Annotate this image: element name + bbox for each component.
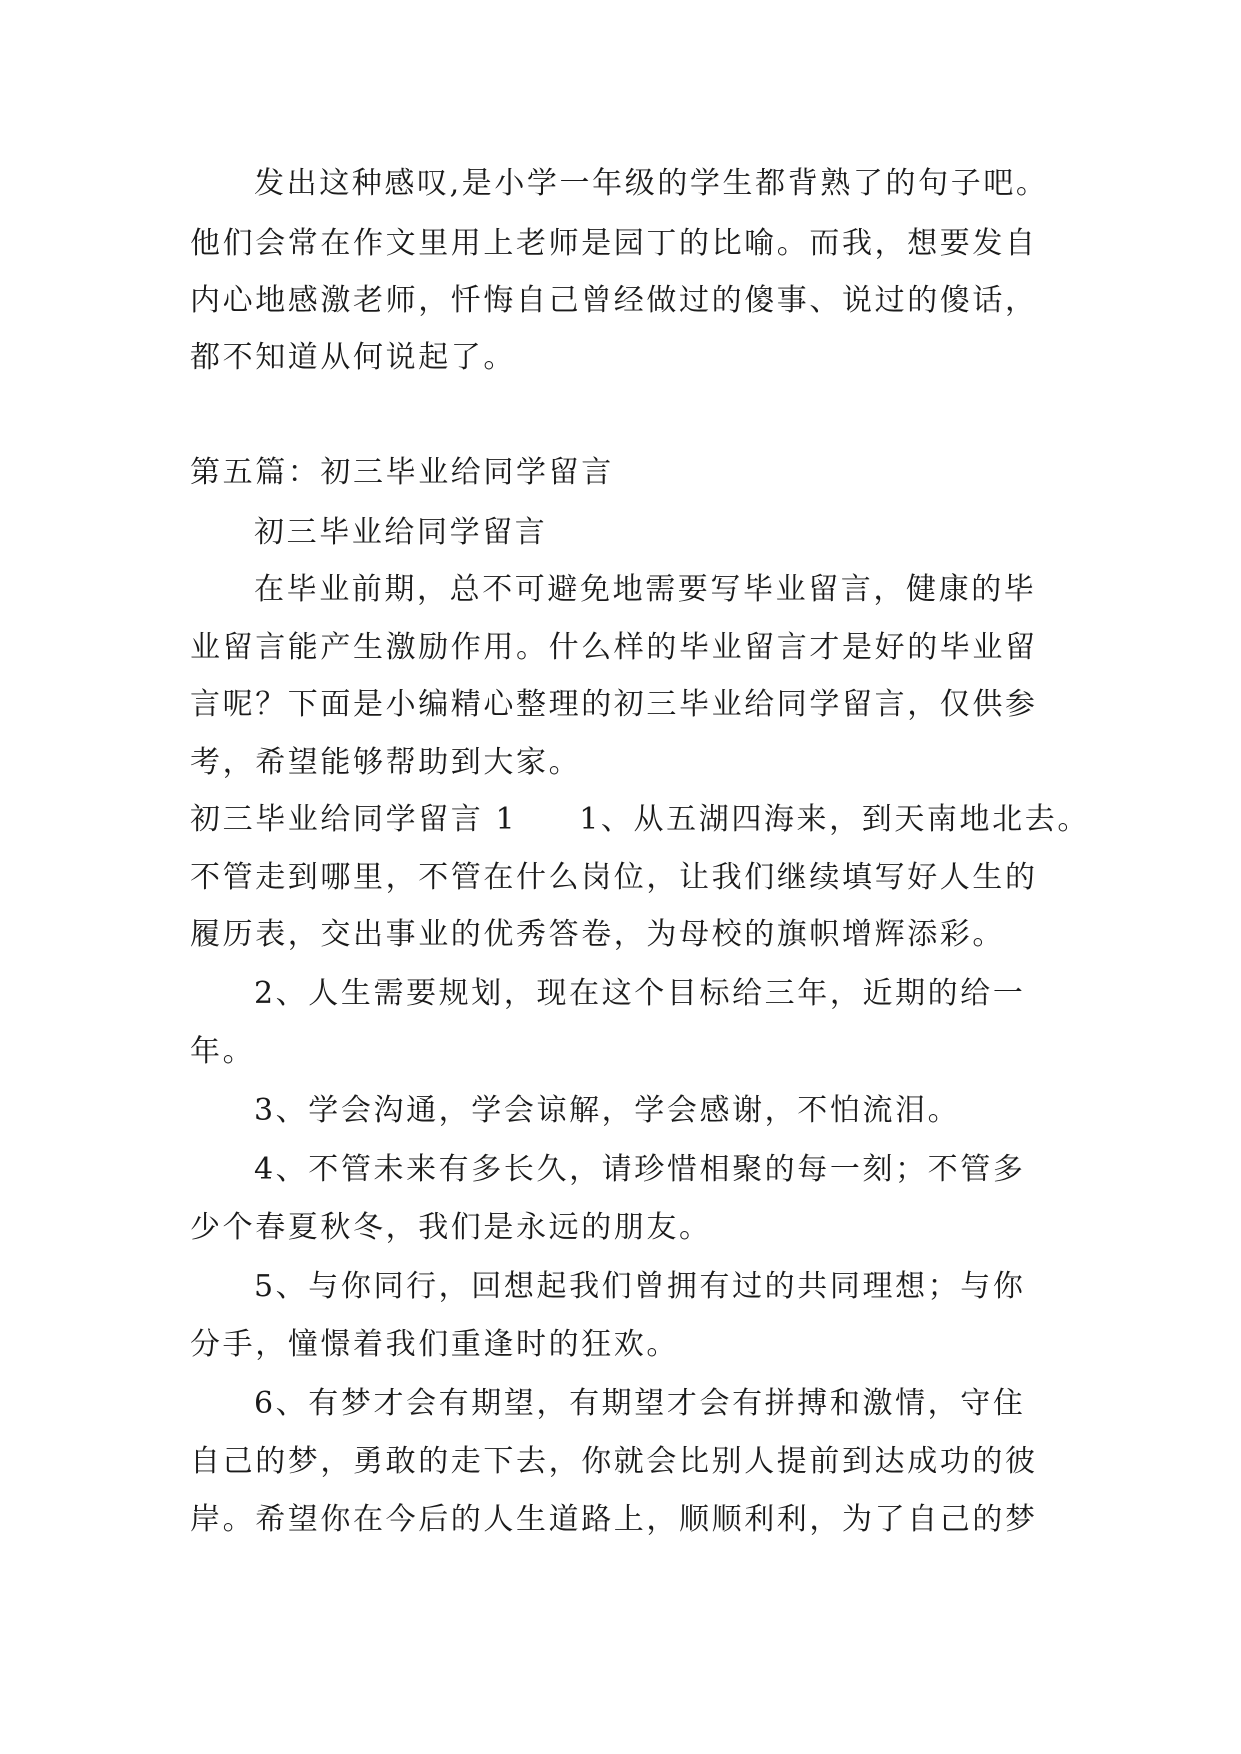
item-5-line-2: 分手，憧憬着我们重逢时的狂欢。 (190, 1327, 679, 1362)
item-4-line-2: 少个春夏秋冬，我们是永远的朋友。 (190, 1210, 712, 1245)
lead-line-2: 业留言能产生激励作用。什么样的毕业留言才是好的毕业留 (190, 630, 1038, 665)
item-1-line-3: 履历表，交出事业的优秀答卷，为母校的旗帜增辉添彩。 (190, 917, 1005, 952)
item-2-line-2: 年。 (190, 1034, 256, 1069)
item-3-line-1: 3、学会沟通，学会谅解，学会感谢，不怕流泪。 (254, 1093, 961, 1128)
intro-line-3: 内心地感激老师，忏悔自己曾经做过的傻事、说过的傻话， (190, 283, 1038, 318)
item-1-line-1: 1、从五湖四海来，到天南地北去。 (579, 802, 1090, 837)
article-title: 初三毕业给同学留言 (254, 515, 548, 550)
lead-line-1: 在毕业前期，总不可避免地需要写毕业留言，健康的毕 (254, 572, 1037, 607)
item-4-line-1: 4、不管未来有多长久，请珍惜相聚的每一刻；不管多 (254, 1152, 1026, 1187)
subheading: 初三毕业给同学留言 1 (190, 802, 518, 837)
item-6-line-2: 自己的梦，勇敢的走下去，你就会比别人提前到达成功的彼 (190, 1444, 1038, 1479)
subheading-line (190, 802, 1090, 838)
item-1-line-2: 不管走到哪里，不管在什么岗位，让我们继续填写好人生的 (190, 860, 1038, 895)
item-6-line-1: 6、有梦才会有期望，有期望才会有拼搏和激情，守住 (254, 1386, 1026, 1421)
item-5-line-1: 5、与你同行，回想起我们曾拥有过的共同理想；与你 (254, 1269, 1026, 1304)
lead-line-3: 言呢？下面是小编精心整理的初三毕业给同学留言，仅供参 (190, 687, 1038, 722)
intro-line-1: 发出这种感叹,是小学一年级的学生都背熟了的句子吧。 (254, 166, 1049, 201)
section-heading: 第五篇：初三毕业给同学留言 (190, 455, 614, 490)
intro-line-4: 都不知道从何说起了。 (190, 340, 516, 375)
item-2-line-1: 2、人生需要规划，现在这个目标给三年，近期的给一 (254, 976, 1026, 1011)
intro-line-2: 他们会常在作文里用上老师是园丁的比喻。而我，想要发自 (190, 226, 1038, 261)
lead-line-4: 考，希望能够帮助到大家。 (190, 745, 582, 780)
item-6-line-3: 岸。希望你在今后的人生道路上，顺顺利利，为了自己的梦 (190, 1502, 1038, 1537)
